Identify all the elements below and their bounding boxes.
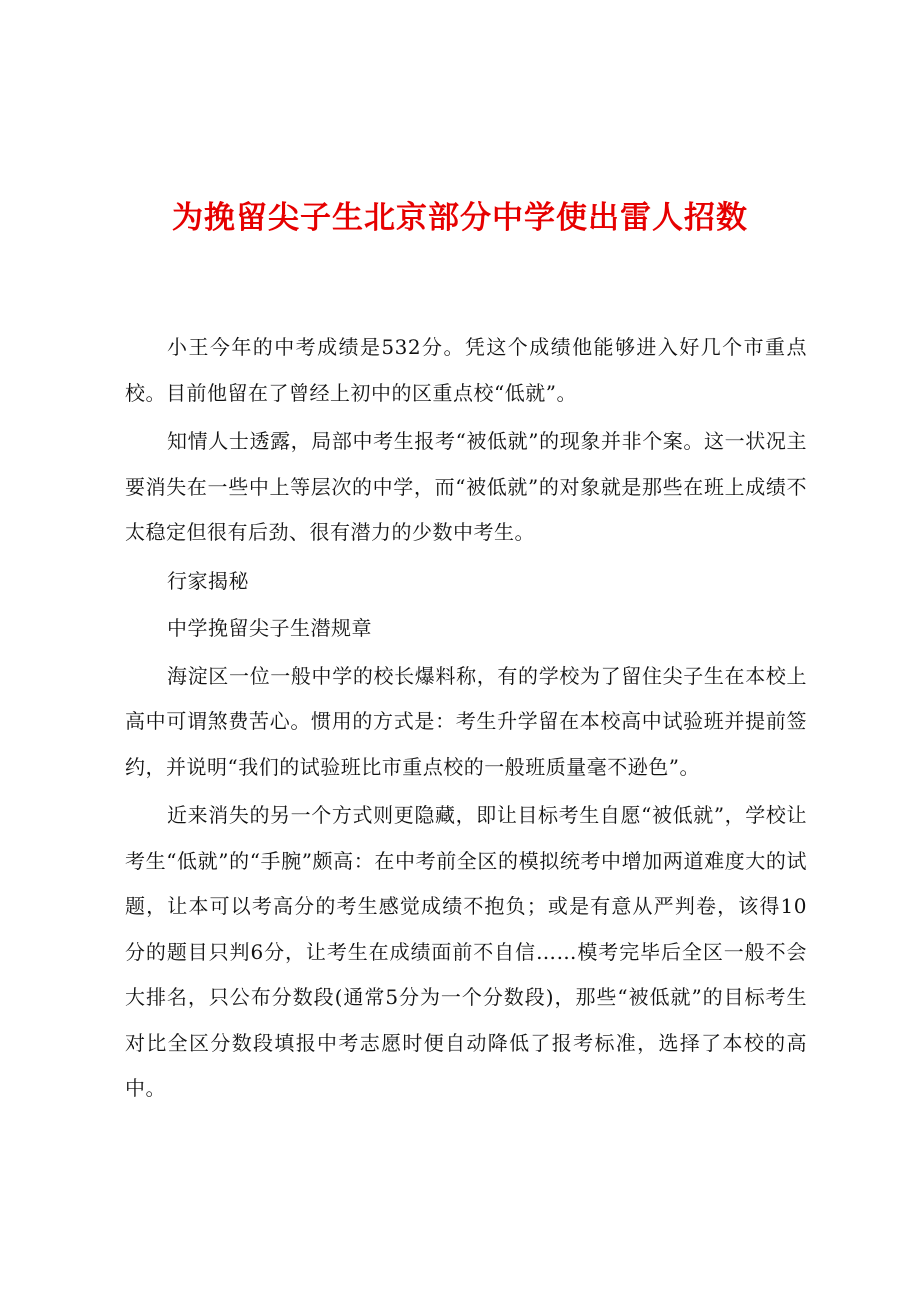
article-body [125,325,807,1115]
document-title: 为挽留尖子生北京部分中学使出雷人招数 [172,200,748,236]
paragraph-principal: 海淀区一位一般中学的校长爆料称，有的学校为了留住尖子生在本校上高中可谓煞费苦心。惯用的方式是：考生升学留在本校高中试验班并提前签约，并说明“我们的试验班比市重点校的一般班质量毫不逊色”。 [125,663,807,779]
paragraph-score: 小王今年的中考成绩是532分。凭这个成绩他能够进入好几个市重点校。目前他留在了曾经上初中的区重点校“低就”。 [125,335,807,405]
paragraph-insider: 知情人士透露，局部中考生报考“被低就”的现象并非个案。这一状况主要消失在一些中上等层次的中学，而“被低就”的对象就是那些在班上成绩不太稳定但很有后劲、很有潜力的少数中考生。 [125,429,807,544]
section-heading-rules: 中学挽留尖子生潜规章 [167,616,372,640]
paragraph-method: 近来消失的另一个方式则更隐藏，即让目标考生自愿“被低就”，学校让考生“低就”的“手腕”颇高：在中考前全区的模拟统考中增加两道难度大的试题，让本可以考高分的考生感觉成绩不抱负；或是有意从严判卷，该得10分的题目只判6分，让考生在成绩面前不自信……模考完毕后全区一般不会大排名，只公布分数段(通常5分为一个分数段)，那些“被低就”的目标考生对比全区分数段填报中考志愿时便自动降低了报考标准，选择了本校的高中。 [125,803,807,1100]
section-heading-expert: 行家揭秘 [167,568,249,593]
